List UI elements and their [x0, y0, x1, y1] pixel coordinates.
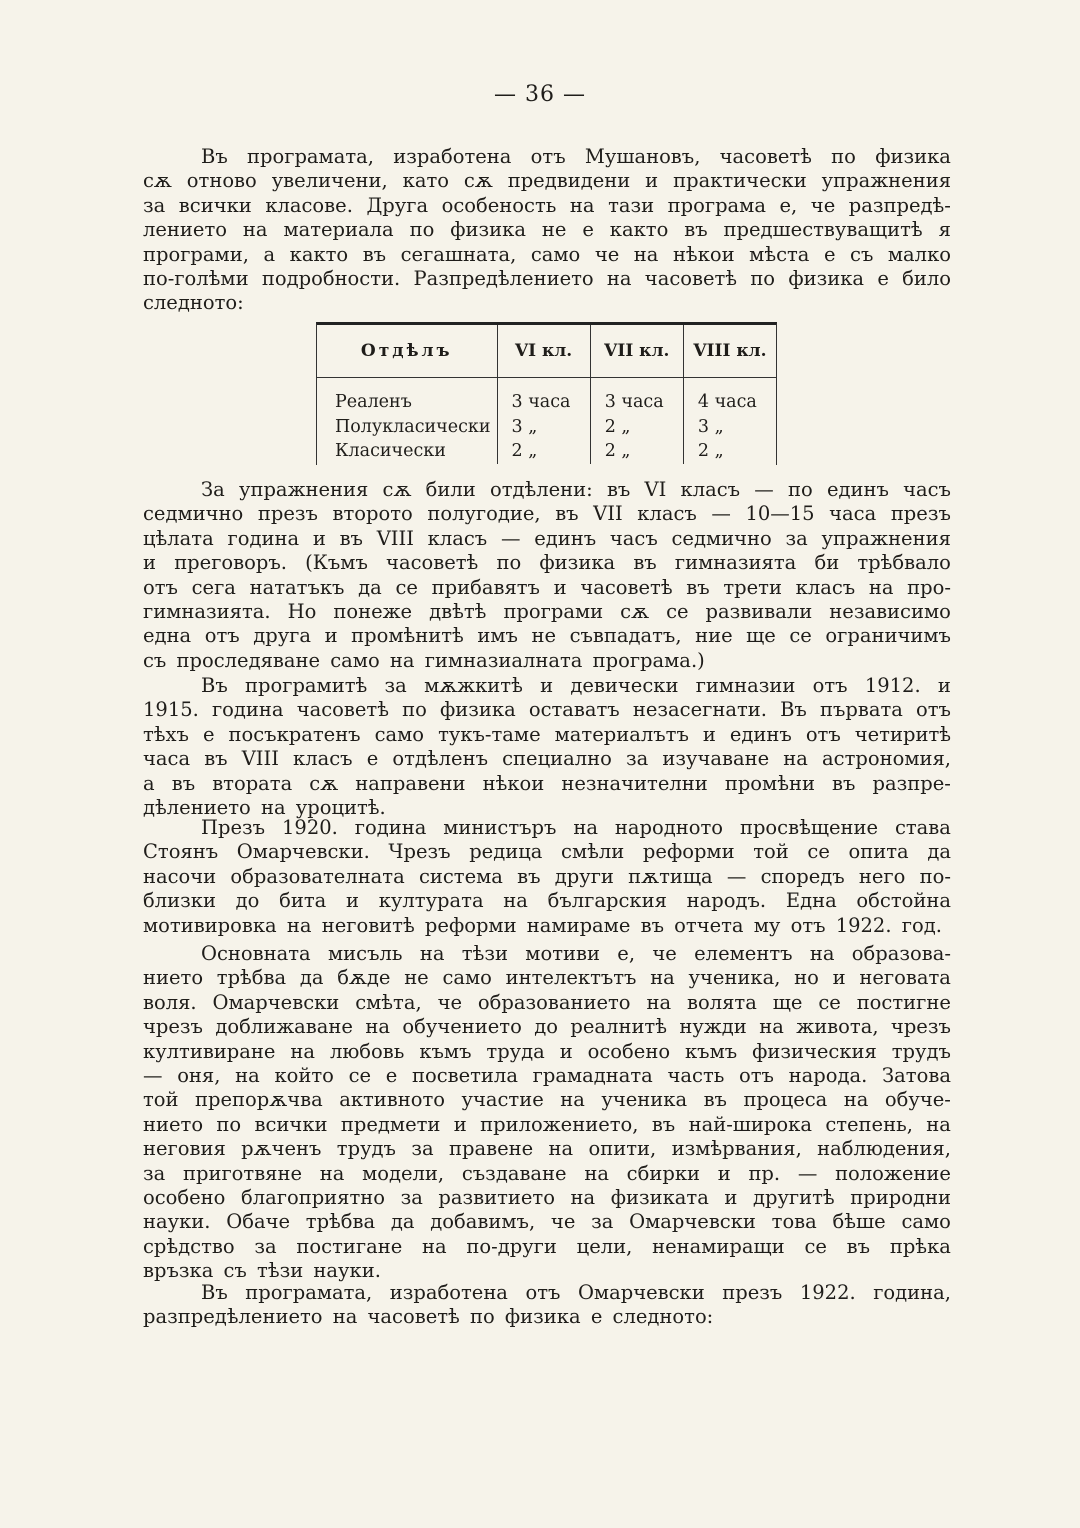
paragraph-1 [143, 145, 951, 316]
text-line: Въ програмата, изработена отъ Омарчевски презъ 1922. година, [201, 1281, 951, 1304]
text-line: гимназията. Но понеже двѣтѣ програми сѫ се развивали независимо [143, 599, 951, 623]
text-line: дѣлението на уроцитѣ. [143, 795, 386, 819]
text-line: часа въ VIII класъ е отдѣленъ специално за изучаване на астрономия, [143, 747, 951, 771]
hours-cell: 4 часа [697, 392, 757, 413]
hours-cell: 3 „ [697, 416, 724, 437]
header-class-6: VI кл. [497, 325, 590, 378]
hours-cell: 2 „ [590, 415, 683, 440]
text-line: Въ програмитѣ за мѫжкитѣ и девически гимназии отъ 1912. и [201, 674, 951, 697]
paragraph-4 [143, 816, 951, 938]
row-department: Полукласически [317, 415, 497, 440]
text-line: — оня, на който се е посветила грамадната часть отъ народа. Затова [143, 1063, 951, 1087]
text-line: чрезъ доближаване на обучението до реалнитѣ нужди на живота, чрезъ [143, 1015, 951, 1039]
text-line: и преговоръ. (Къмъ часоветѣ по физика въ гимназията би трѣбвало [143, 551, 951, 575]
text-line: За упражнения сѫ били отдѣлени: въ VI класъ — по единъ часъ [201, 478, 951, 501]
text-line: 1915. година часоветѣ по физика оставатъ незасегнати. Въ първата отъ [143, 698, 951, 722]
text-line: една отъ друга и промѣнитѣ имъ не съвпадатъ, ние ще се ограничимъ [143, 624, 951, 648]
text-line: лението на материала по физика не е както въ предшествуващитѣ я [143, 218, 951, 242]
text-line: за всички класове. Друга особеность на тази програма е, че разпредѣ- [143, 193, 951, 217]
paragraph-5 [143, 942, 951, 1283]
paragraph-6 [143, 1281, 951, 1330]
text-line: следното: [143, 291, 244, 315]
text-line: срѣдство за постигане на по-други цели, ненамиращи се въ прѣка [143, 1234, 951, 1258]
text-line: а въ втората сѫ направени нѣкои незначителни промѣни въ разпре- [143, 771, 951, 795]
text-line: култивиране на любовь къмъ труда и особено къмъ физическия трудъ [143, 1039, 951, 1063]
text-line: връзка съ тѣзи науки. [143, 1259, 381, 1283]
table-row [317, 439, 776, 464]
text-line: Стоянъ Омарчевски. Чрезъ редица смѣли реформи той се опита да [143, 840, 951, 864]
paragraph-2 [143, 478, 951, 673]
row-department: Класически [317, 439, 497, 464]
header-department: Отдѣлъ [317, 325, 497, 378]
table-row [317, 415, 776, 440]
text-line: цѣлата година и въ VIII класъ — единъ часъ седмично за упражнения [143, 526, 951, 550]
text-line: за приготвяне на модели, създаване на сбирки и пр. — положение [143, 1161, 951, 1185]
text-line: Презъ 1920. година министъръ на народното просвѣщение става [201, 816, 951, 839]
hours-cell: 2 „ [697, 441, 724, 462]
header-class-7: VII кл. [590, 325, 683, 378]
table-row [317, 378, 776, 415]
hours-cell: 2 „ [497, 439, 590, 464]
text-line: насочи образователната система въ други пѫтища — споредъ него по- [143, 864, 951, 888]
text-line: воля. Омарчевски смѣта, че образованието на волята ще се постигне [143, 990, 951, 1014]
hours-cell: 2 „ [590, 439, 683, 464]
text-line: сѫ отново увеличени, като сѫ предвидени и практически упражнения [143, 169, 951, 193]
text-line: съ проследяване само на гимназиалната програма.) [143, 648, 705, 672]
hours-cell: 3 часа [497, 378, 590, 415]
text-line: седмично презъ второто полугодие, въ VII класъ — 10—15 часа презъ [143, 502, 951, 526]
text-line: разпредѣлението на часоветѣ по физика е следното: [143, 1305, 714, 1329]
text-line: неговия рѫченъ трудъ за правене на опити, измѣрвания, наблюдения, [143, 1137, 951, 1161]
table-header-row [317, 325, 776, 378]
text-line: Въ програмата, изработена отъ Мушановъ, часоветѣ по физика [201, 145, 951, 168]
text-line: нието трѣбва да бѫде не само интелектътъ на ученика, но и неговата [143, 966, 951, 990]
text-line: по-голѣми подробности. Разпредѣлението на часоветѣ по физика е било [143, 266, 951, 290]
text-line: програми, а както въ сегашната, само че на нѣкои мѣста е съ малко [143, 242, 951, 266]
text-line: мотивировка на неговитѣ реформи намираме въ отчета му отъ 1922. год. [143, 913, 942, 937]
paragraph-3 [143, 674, 951, 820]
text-line: нието по всички предмети и приложението, въ най-широка степень, на [143, 1112, 951, 1136]
text-line: той препорѫчва активното участие на ученика въ процеса на обуче- [143, 1088, 951, 1112]
hours-table [316, 322, 777, 465]
hours-cell: 3 „ [497, 415, 590, 440]
text-line: тѣхъ е посъкратенъ само тукъ-таме материалътъ и единъ отъ четиритѣ [143, 722, 951, 746]
text-line: науки. Обаче трѣбва да добавимъ, че за Омарчевски това бѣше само [143, 1210, 951, 1234]
text-line: Основната мисъль на тѣзи мотиви е, че елементъ на образова- [201, 942, 951, 965]
header-class-8: VIII кл. [683, 325, 776, 378]
text-line: отъ сега нататъкъ да се прибавятъ и часоветѣ въ трети класъ на про- [143, 575, 951, 599]
text-line: близки до бита и културата на българския народъ. Една обстойна [143, 889, 951, 913]
text-line: особено благоприятно за развитието на физиката и другитѣ природни [143, 1185, 951, 1209]
hours-cell: 3 часа [590, 378, 683, 415]
row-department: Реаленъ [317, 378, 497, 415]
page-number: — 36 — [494, 82, 586, 107]
